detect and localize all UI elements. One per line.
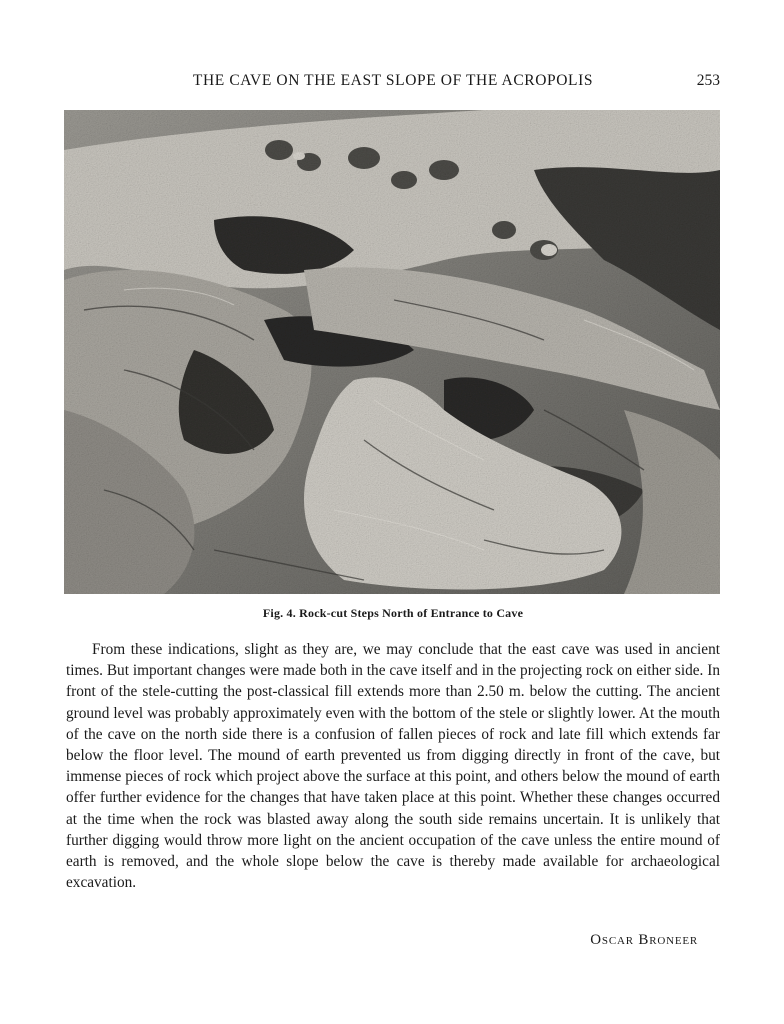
rock-photo-illustration [64, 110, 720, 594]
running-title: THE CAVE ON THE EAST SLOPE OF THE ACROPOLIS [192, 72, 594, 89]
author-signature: Oscar Broneer [590, 932, 698, 948]
page-number: 253 [696, 72, 720, 89]
running-head [66, 70, 720, 92]
figure-caption: Fig. 4. Rock-cut Steps North of Entrance to Cave [262, 606, 524, 620]
figure-photograph [64, 110, 720, 594]
body-paragraph: From these indications, slight as they are, we may conclude that the east cave was used in ancient times. But important changes were made both in the cave itself and in the projecting rock on either side. In front of the stele-cutting the post-classical fill extends more than 2.50 m. below the cutting. The ancient ground level was probably approximately even with the bottom of the stele or slightly lower. At the mouth of the cave on the north side there is a confusion of fallen pieces of rock and late fill which extends far below the floor level. The mound of earth prevented us from digging directly in front of the cave, but immense pieces of rock which project above the surface at this point, and others below the mound of earth offer further evidence for the changes that have taken place at this point. Whether these changes occurred at the time when the rock was blasted away along the south side remains uncertain. It is unlikely that further digging would throw more light on the ancient occupation of the cave unless the entire mound of earth is removed, and the whole slope below the cave is thereby made available for archaeological excavation. [66, 641, 720, 892]
